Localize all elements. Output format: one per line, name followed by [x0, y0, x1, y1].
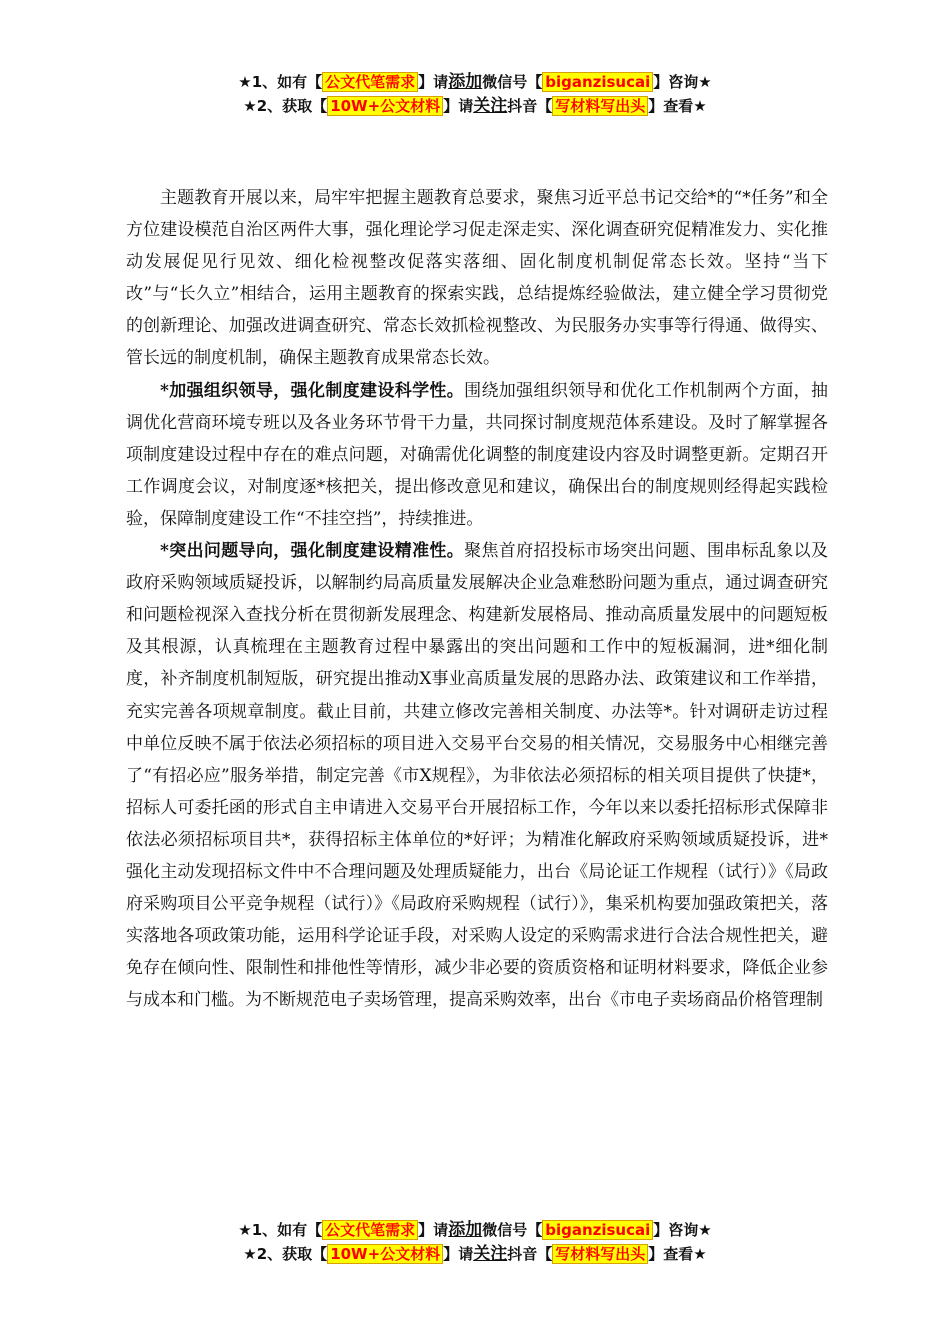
banner-text: 】咨询★: [653, 73, 712, 91]
highlight-tag: 公文代笔需求: [322, 1220, 418, 1240]
paragraph: [126, 182, 828, 375]
paragraph-text: 聚焦首府招投标市场突出问题、围串标乱象以及政府采购领域质疑投诉，以解制约局高质量发展解决企业急难愁盼问题为重点，通过调查研究和问题检视深入查找分析在贯彻新发展理念、构建新发展格局、推动高质量发展中的问题短板及其根源，认真梳理在主题教育过程中暴露出的突出问题和工作中的短板漏洞，进*细化制度，补齐制度机制短版，研究提出推动X事业高质量发展的思路办法、政策建议和工作举措，充实完善各项规章制度。截止目前，共建立修改完善相关制度、办法等*。针对调研走访过程中单位反映不属于依法必须招标的项目进入交易平台交易的相关情况，交易服务中心相继完善了“有招必应”服务举措，制定完善《市X规程》，为非依法必须招标的相关项目提供了快捷*，招标人可委托函的形式自主申请进入交易平台开展招标工作，今年以来以委托招标形式保障非依法必须招标项目共*，获得招标主体单位的*好评；为精准化解政府采购领域质疑投诉，进*强化主动发现招标文件中不合理问题及处理质疑能力，出台《局论证工作规程（试行）》《局政府采购项目公平竞争规程（试行）》《局政府采购规程（试行）》，集采机构要加强政策把关，落实落地各项政策功能，运用科学论证手段，对采购人设定的采购需求进行合法合规性把关，避免存在倾向性、限制性和排他性等情形，减少非必要的资质资格和证明材料要求，降低企业参与成本和门槛。为不断规范电子卖场管理，提高采购效率，出台《市电子卖场商品价格管理制: [126, 541, 829, 1011]
banner-text: 】请: [418, 1221, 449, 1239]
highlight-tag: 10W+公文材料: [327, 96, 443, 116]
banner-emphasis: 关注: [473, 1244, 508, 1264]
banner-text: 微信号【: [482, 73, 543, 91]
banner-text: 】咨询★: [653, 1221, 712, 1239]
banner-emphasis: 关注: [473, 96, 508, 116]
banner-line-2: [0, 1242, 950, 1266]
banner-text: ★2、获取【: [243, 97, 328, 115]
banner-line-1: [0, 70, 950, 94]
document-body: [126, 182, 828, 1016]
paragraph: [126, 375, 828, 535]
banner-emphasis: 添加: [448, 1220, 483, 1240]
banner-text: ★2、获取【: [243, 1245, 328, 1263]
paragraph-lead: *突出问题导向，强化制度建设精准性。: [160, 541, 465, 562]
banner-text: 抖音【: [507, 97, 553, 115]
paragraph-lead: *加强组织领导，强化制度建设科学性。: [160, 380, 465, 401]
banner-text: 】查看★: [648, 97, 707, 115]
wechat-id-tag: biganzisucai: [542, 72, 653, 92]
banner-text: 】请: [418, 73, 449, 91]
highlight-tag: 公文代笔需求: [322, 72, 418, 92]
banner-line-2: [0, 94, 950, 118]
banner-text: 】查看★: [648, 1245, 707, 1263]
paragraph-text: 围绕加强组织领导和优化工作机制两个方面，抽调优化营商环境专班以及各业务环节骨干力量，共同探讨制度规范体系建设。及时了解掌握各项制度建设过程中存在的难点问题，对确需优化调整的制度建设内容及时调整更新。定期召开工作调度会议，对制度逐*核把关，提出修改意见和建议，确保出台的制度规则经得起实践检验，保障制度建设工作“不挂空挡”，持续推进。: [126, 380, 829, 529]
banner-line-1: [0, 1218, 950, 1242]
footer-banner: [0, 1218, 950, 1266]
douyin-tag: 写材料写出头: [552, 96, 648, 116]
wechat-id-tag: biganzisucai: [542, 1220, 653, 1240]
highlight-tag: 10W+公文材料: [327, 1244, 443, 1264]
banner-text: ★1、如有【: [238, 73, 323, 91]
paragraph: [126, 535, 828, 1016]
banner-text: 微信号【: [482, 1221, 543, 1239]
paragraph-text: 主题教育开展以来，局牢牢把握主题教育总要求，聚焦习近平总书记交给*的“*任务”和全方位建设模范自治区两件大事，强化理论学习促走深走实、深化调查研究促精准发力、实化推动发展促见行见效、细化检视整改促落实落细、固化制度机制促常态长效。坚持“当下改”与“长久立”相结合，运用主题教育的探索实践，总结提炼经验做法，建立健全学习贯彻党的创新理论、加强改进调查研究、常态长效抓检视整改、为民服务办实事等行得通、做得实、管长远的制度机制，确保主题教育成果常态长效。: [126, 188, 828, 369]
header-banner: [0, 70, 950, 118]
banner-text: 】请: [443, 97, 474, 115]
banner-text: 】请: [443, 1245, 474, 1263]
douyin-tag: 写材料写出头: [552, 1244, 648, 1264]
banner-emphasis: 添加: [448, 72, 483, 92]
banner-text: ★1、如有【: [238, 1221, 323, 1239]
banner-text: 抖音【: [507, 1245, 553, 1263]
